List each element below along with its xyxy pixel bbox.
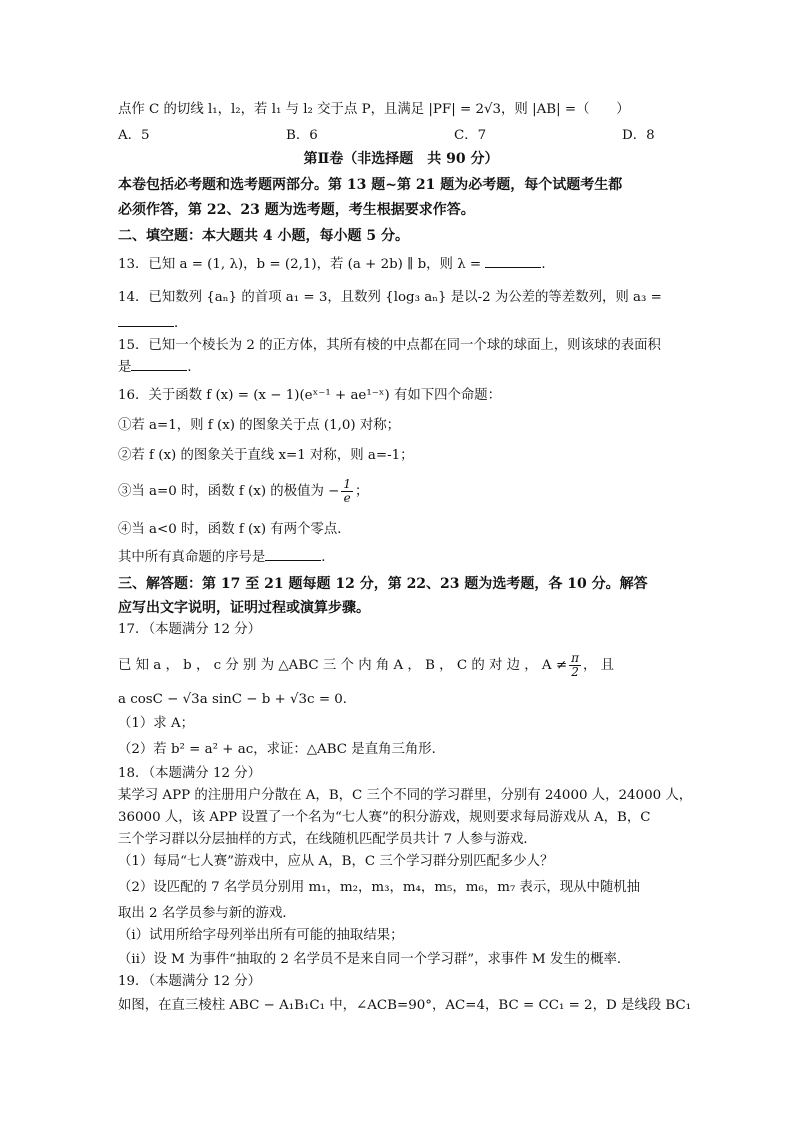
q14-blank [118, 314, 174, 327]
section2-title: 第Ⅱ卷（非选择题 共 90 分） [303, 151, 499, 167]
q16-end: ． [321, 550, 335, 565]
part3-heading-2: 应写出文字说明，证明过程或演算步骤。 [118, 600, 370, 616]
q17-line1-b: ， 且 [582, 658, 614, 673]
q16-ask-text: 其中所有真命题的序号是 [118, 550, 266, 565]
q14-line1: 14．已知数列 {aₙ} 的首项 a₁ = 3，且数列 {log₃ aₙ} 是以-2 为公差的等差数列，则 a₃ = [118, 290, 662, 305]
q17-line1 [118, 652, 614, 679]
q16-fraction [341, 478, 353, 505]
q18-line: 某学习 APP 的注册用户分散在 A，B，C 三个不同的学习群里，分别有 24000 人，24000 人， [118, 788, 693, 803]
q15-end: ． [187, 360, 201, 375]
q17-frac-den: 2 [571, 665, 579, 679]
q15-line1: 15．已知一个棱长为 2 的正方体，其所有棱的中点都在同一个球的球面上，则该球的表面积 [118, 338, 661, 353]
q13-blank [485, 255, 541, 268]
section2-intro-2: 必须作答，第 22、23 题为选考题，考生根据要求作答。 [118, 202, 475, 218]
q16-stem: 16．关于函数 f (x) = (x − 1)(eˣ⁻¹ + ae¹⁻ˣ) 有如下四个命题： [118, 388, 502, 403]
q18-line: 36000 人，该 APP 设置了一个名为“七人赛”的积分游戏，规则要求每局游戏从 A，B，C [118, 810, 651, 825]
q16-ask [118, 548, 335, 568]
q16-frac-num: 1 [343, 477, 351, 491]
q16-p1: ①若 a=1，则 f (x) 的图象关于点 (1,0) 对称； [118, 418, 401, 433]
q17-frac-num: π [571, 651, 579, 665]
q16-p2: ②若 f (x) 的图象关于直线 x=1 对称，则 a=-1； [118, 448, 414, 463]
q18-line: 三个学习群以分层抽样的方式，在线随机匹配学员共计 7 人参与游戏． [118, 832, 537, 847]
q14-end: ． [174, 316, 188, 331]
choice-d: D．8 [622, 128, 655, 143]
q17-line1-a: 已 知 a ， b ， c 分 别 为 △ABC 三 个 内 角 A ， B ， C 的 对 边 ， A ≠ [118, 658, 568, 673]
q18-line: （ⅱ）设 M 为事件“抽取的 2 名学员不是来自同一个学习群”，求事件 M 发生的概率． [118, 952, 631, 967]
q18-line: （2）设匹配的 7 名学员分别用 m₁，m₂，m₃，m₄，m₅，m₆，m₇ 表示，现从中随机抽 [118, 880, 641, 895]
part3-heading-1: 三、解答题：第 17 至 21 题每题 12 分，第 22、23 题为选考题，各 10 分。解答 [118, 576, 648, 592]
q15-blank [131, 358, 187, 371]
q12-choices [118, 126, 684, 146]
q12-tail: 点作 C 的切线 l₁，l₂，若 l₁ 与 l₂ 交于点 P，且满足 |PF| = 2√3，则 |AB| =（ ） [118, 102, 630, 117]
q16-p4: ④当 a<0 时，函数 f (x) 有两个零点． [118, 522, 351, 537]
q14-line2 [118, 314, 187, 334]
q18-line: （ⅰ）试用所给字母列举出所有可能的抽取结果； [118, 928, 404, 943]
q17-title: 17．（本题满分 12 分） [118, 622, 262, 637]
q13-text: 13．已知 a = (1, λ)，b = (2,1)，若 (a + 2b) ∥ b，则 λ = [118, 257, 486, 272]
q18-line: （1）每局“七人赛”游戏中，应从 A，B，C 三个学习群分别匹配多少人？ [118, 854, 554, 869]
q16-p3 [118, 478, 368, 505]
q17-line2: a cosC − √3a sinC − b + √3c = 0． [118, 692, 357, 707]
q13-end: ． [541, 257, 555, 272]
choice-a: A．5 [118, 128, 150, 143]
q16-p3-b: ； [354, 484, 369, 499]
q18-title: 18．（本题满分 12 分） [118, 766, 262, 781]
choice-c: C．7 [454, 128, 487, 143]
q17-sub2: （2）若 b² = a² + ac，求证：△ABC 是直角三角形． [118, 742, 446, 757]
q16-p3-a: ③当 a=0 时，函数 f (x) 的极值为 − [118, 484, 340, 499]
q17-fraction [569, 652, 581, 679]
part2-heading: 二、填空题：本大题共 4 小题，每小题 5 分。 [118, 228, 409, 244]
q19-line1: 如图，在直三棱柱 ABC − A₁B₁C₁ 中，∠ACB=90°，AC=4，BC = CC₁ = 2，D 是线段 BC₁ [118, 998, 692, 1013]
q13 [118, 255, 555, 275]
q18-line: 取出 2 名学员参与新的游戏． [118, 906, 296, 921]
section2-intro-1: 本卷包括必考题和选考题两部分。第 13 题~第 21 题为必考题，每个试题考生都 [118, 177, 623, 193]
q16-blank [265, 548, 321, 561]
q15-line2 [118, 358, 201, 378]
q17-sub1: （1）求 A； [118, 716, 195, 731]
q19-title: 19．（本题满分 12 分） [118, 974, 262, 989]
q15-start: 是 [118, 360, 132, 375]
choice-b: B．6 [286, 128, 318, 143]
q16-frac-den: e [343, 491, 351, 505]
